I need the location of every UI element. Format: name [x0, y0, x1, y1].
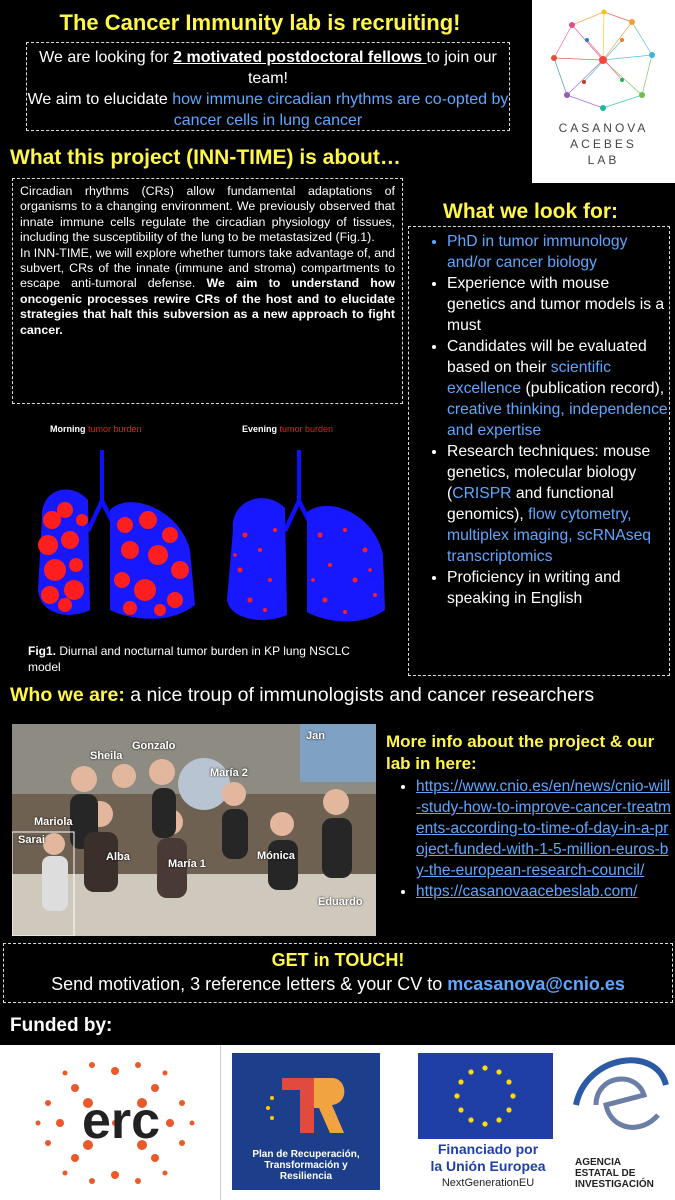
logo-line-2: ACEBES [570, 137, 637, 151]
intro-positions: 2 motivated postdoctoral fellows [173, 49, 427, 66]
who-text: a nice troup of immunologists and cancer researchers [124, 684, 595, 706]
plan-tr-icon [232, 1053, 380, 1143]
logo-divider [220, 1045, 221, 1200]
tech-crispr: CRISPR [452, 485, 512, 502]
lab-logo [532, 0, 675, 183]
team-photo [12, 724, 376, 936]
plan-line-1: Plan de Recuperación, [252, 1149, 360, 1160]
requirement-phd: • PhD in tumor immunology and/or cancer biology [447, 231, 669, 273]
plan-text [232, 1149, 380, 1182]
poster-title: The Cancer Immunity lab is recruiting! [59, 10, 461, 35]
eval-text-c: (publication record), [521, 380, 665, 397]
caption-text: Diurnal and nocturnal tumor burden in KP lung NSCLC model [28, 644, 350, 674]
evening-lung-image [215, 440, 395, 635]
project-paragraph-2 [20, 246, 395, 338]
logo-line-3: LAB [587, 153, 620, 167]
funder-logos [0, 1045, 675, 1200]
contact-text: Send motivation, 3 reference letters & your CV to [51, 974, 448, 994]
eu-line-2: la Unión Europea [430, 1158, 546, 1174]
eval-creative: creative thinking, independence and expertise [447, 401, 668, 439]
cnio-news-link[interactable]: https://www.cnio.es/en/news/cnio-will-study-how-to-improve-cancer-treatments-according-to-time-of-day-in-a-project-funded-with-1-5-million-euros-by-the-european-research-council/ [416, 778, 671, 879]
requirement-techniques [447, 441, 669, 567]
tech-flow: flow cytometry, multiplex imaging, scRNAseq transcriptomics [447, 506, 652, 565]
name-tag: Eduardo [318, 896, 363, 908]
more-info-links [386, 776, 675, 902]
name-tag: Sarai [18, 834, 45, 846]
project-paragraph-1: Circadian rhythms (CRs) allow fundamental adaptations of organisms to a changing environment. We previously observed that innate immune cells regulate the circadian physiology of tissues, including the susceptibility of the lung to be metastasized (Fig.1). [20, 184, 395, 245]
look-for-list [408, 226, 670, 676]
name-tag: María 1 [168, 858, 206, 870]
project-paragraph-2-bold: We aim to understand how oncogenic processes rewire CRs of the host and to elucidate strategies that halt this subversion as a new approach to fight cancer. [20, 276, 395, 337]
requirement-evaluation [447, 336, 669, 441]
logo-line-1: CASANOVA [558, 121, 649, 135]
name-tag: Alba [106, 851, 130, 863]
name-tag: Jan [306, 730, 325, 742]
aei-logo-icon [566, 1045, 675, 1155]
figure-caption [28, 643, 373, 675]
who-label: Who we are: [10, 684, 125, 706]
project-paragraph-2-text: In INN-TIME, we will explore whether tumors take advantage of, and subvert, CRs of the innate (immune and stroma) compartments to escape anti-tumoral defense. [20, 245, 395, 291]
aei-line-1: AGENCIA [575, 1157, 622, 1168]
name-tag: Mónica [257, 850, 295, 862]
requirement-experience: • Experience with mouse genetics and tumor models is a must [447, 273, 669, 336]
funded-by-label: Funded by: [10, 1015, 113, 1036]
eval-text-a: Candidates will be evaluated based on their [447, 338, 647, 376]
name-tag: Gonzalo [132, 740, 176, 752]
aei-line-2: ESTATAL DE [575, 1168, 636, 1179]
intro-line [27, 47, 509, 89]
aim-line [27, 89, 509, 131]
who-we-are [10, 684, 594, 707]
evening-word: Evening [242, 424, 278, 434]
aei-line-3: INVESTIGACIÓN [575, 1179, 654, 1190]
name-tag: Mariola [34, 816, 73, 828]
eu-text [418, 1141, 558, 1189]
plan-line-2: Transformación y [264, 1160, 348, 1171]
project-description [12, 178, 403, 404]
name-tag: María 2 [210, 767, 248, 779]
contact-email[interactable]: mcasanova@cnio.es [447, 974, 625, 994]
intro-box [26, 42, 510, 131]
morning-label [50, 424, 142, 434]
lab-website-link[interactable]: https://casanovaacebeslab.com/ [416, 883, 638, 900]
contact-box [3, 943, 673, 1003]
eu-line-3: NextGenerationEU [441, 1177, 535, 1189]
requirement-english: • Proficiency in writing and speaking in English [447, 567, 669, 609]
eu-stars-icon [418, 1053, 553, 1139]
intro-pre: We are looking for [39, 49, 174, 66]
link-item [416, 776, 675, 881]
morning-lung-image [30, 440, 210, 635]
intro-post: to join our team! [247, 49, 497, 87]
aim-pre: We aim to elucidate [27, 91, 173, 108]
eu-flag [418, 1053, 553, 1139]
eval-excellence: scientific excellence [447, 359, 611, 397]
evening-label [242, 424, 333, 434]
plan-line-3: Resiliencia [279, 1171, 333, 1182]
lab-logo-text [532, 120, 675, 168]
contact-line [4, 974, 672, 995]
caption-label: Fig1. [28, 644, 57, 658]
contact-heading: GET in TOUCH! [271, 950, 405, 970]
aei-text [575, 1157, 654, 1190]
aim-highlight: how immune circadian rhythms are co-opted by cancer cells in lung cancer [172, 91, 509, 129]
evening-burden: tumor burden [279, 424, 334, 434]
morning-burden: tumor burden [88, 424, 142, 434]
tech-text-a: Research techniques: mouse genetics, molecular biology ( [447, 443, 651, 502]
morning-word: Morning [50, 424, 86, 434]
plan-recuperacion-logo [232, 1053, 380, 1190]
more-info-heading: More info about the project & our lab in here: [386, 732, 655, 773]
look-for-heading: What we look for: [443, 200, 618, 223]
project-heading: What this project (INN-TIME) is about… [10, 146, 401, 169]
erc-logo-text: erc [82, 1092, 161, 1150]
link-item [416, 881, 675, 902]
eu-line-1: Financiado por [437, 1141, 539, 1157]
name-tag: Sheila [90, 750, 123, 762]
tech-text-c: and functional genomics), [447, 485, 614, 523]
